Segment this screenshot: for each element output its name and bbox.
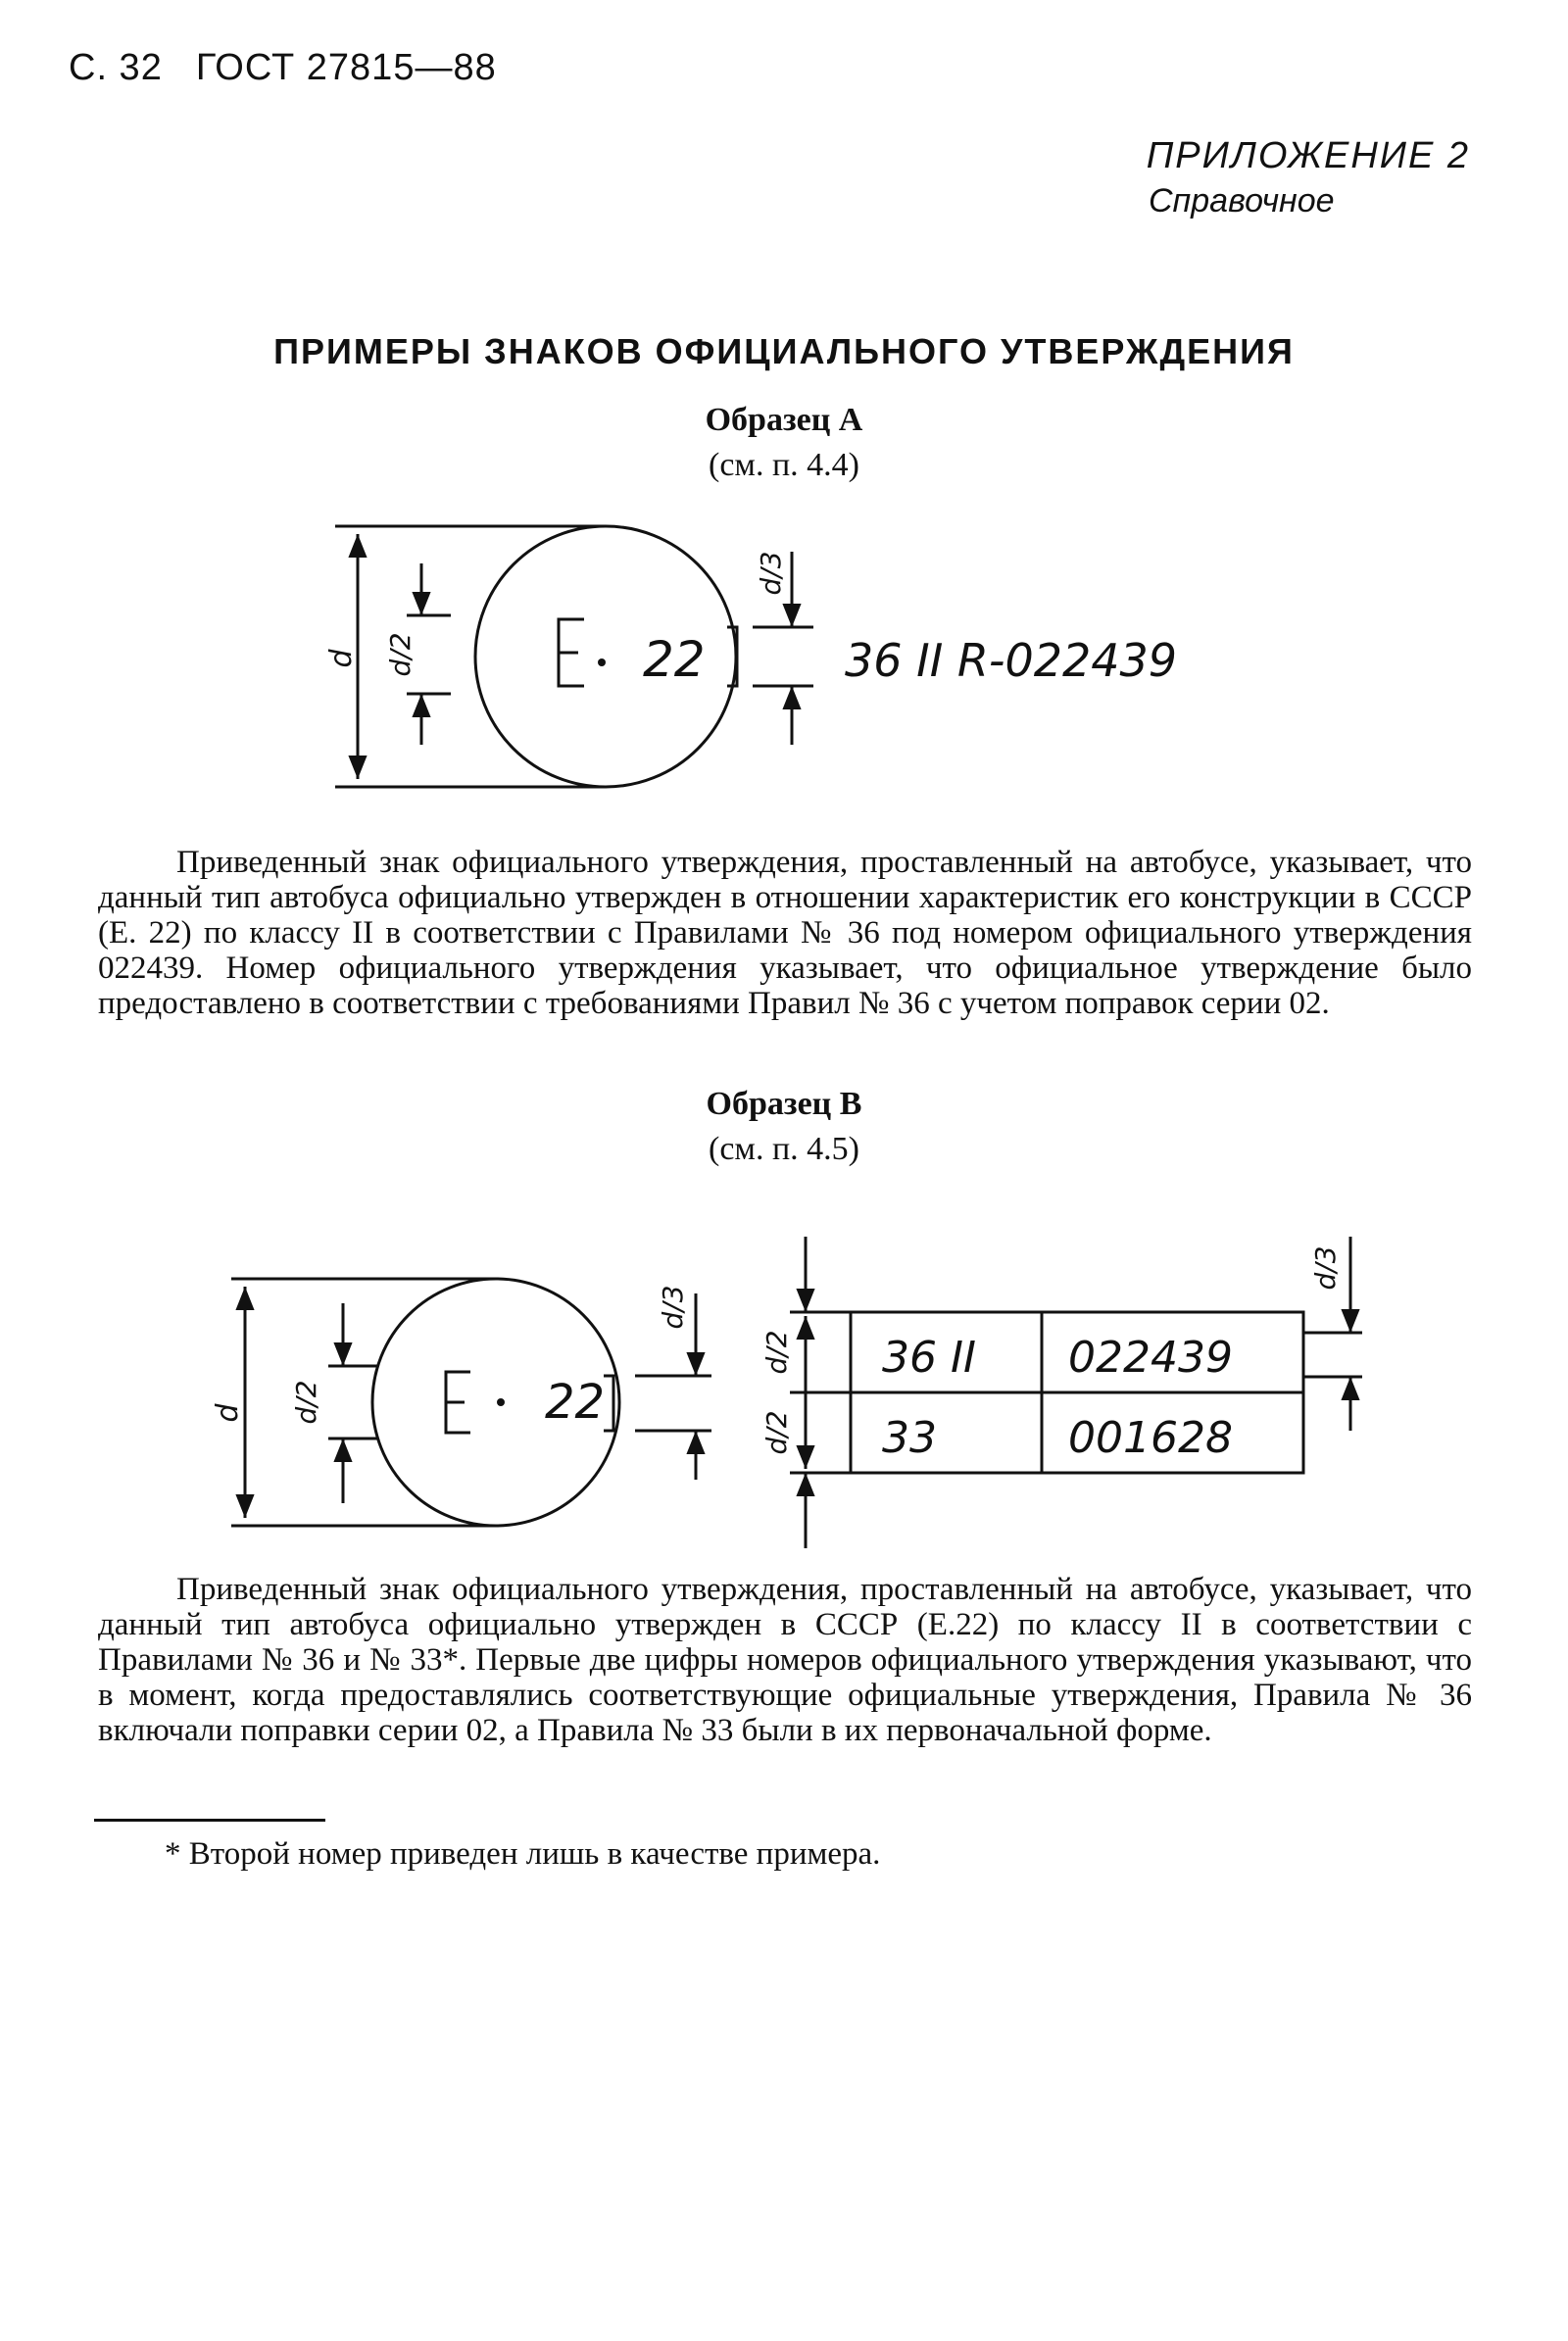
sample-a-ref: (см. п. 4.4) bbox=[709, 447, 859, 483]
figure-b bbox=[231, 1237, 1362, 1548]
figure-b-cell-r2c2: 001628 bbox=[1068, 1413, 1233, 1463]
figure-b-cell-r1c2: 022439 bbox=[1068, 1333, 1233, 1383]
footnote-rule bbox=[94, 1819, 325, 1822]
sample-b-title: Образец В bbox=[706, 1086, 862, 1122]
page-number: С. 32 bbox=[69, 47, 163, 88]
figure-b-country-code: 22 bbox=[545, 1375, 606, 1430]
appendix-kind: Справочное bbox=[1149, 182, 1335, 219]
figure-a-country-code: 22 bbox=[643, 631, 706, 688]
standard-number: ГОСТ 27815—88 bbox=[195, 47, 497, 88]
figure-a-approval-number: 36 II R-022439 bbox=[845, 634, 1178, 687]
sample-b-ref: (см. п. 4.5) bbox=[709, 1131, 859, 1167]
figure-b-cell-r1c1: 36 II bbox=[882, 1333, 976, 1383]
figure-a-e-letter bbox=[559, 619, 584, 686]
figure-b-dot bbox=[497, 1398, 505, 1406]
figure-b-d-label: d bbox=[211, 1403, 245, 1423]
figure-a-d2-label: d/2 bbox=[384, 632, 416, 677]
figure-b-table-d3: d/3 bbox=[1309, 1245, 1342, 1291]
figure-b-e-letter bbox=[446, 1372, 470, 1433]
figure-b-cell-r2c1: 33 bbox=[882, 1413, 937, 1463]
sample-a-paragraph: Приведенный знак официального утверждения, проставленный на автобусе, указывает, что данный тип автобуса официально утвержден в отношении характеристик его конструкции в СССР (Е. 22) по классу II в соответствии с Правилами № 36 под номером официального утверждения 022439. Номер официального утверждения указывает, что официальное утверждение было предоставлено в соответствии с требованиями Правил № 36 с учетом поправок серии 02. bbox=[98, 845, 1472, 1021]
figure-b-d3-label: d/3 bbox=[657, 1285, 689, 1330]
figure-a-d-label: d bbox=[324, 649, 359, 668]
figure-b-d2-label: d/2 bbox=[290, 1380, 322, 1425]
figure-a-dot bbox=[598, 658, 606, 666]
sample-b-paragraph: Приведенный знак официального утверждения, проставленный на автобусе, указывает, что данный тип автобуса официально утвержден в СССР (Е.22) по классу II в соответствии с Правилами № 36 и № 33*. Первые две цифры номеров официального утверждения указывают, что в момент, когда предоставлялись соответствующие официальные утверждения, Правила № 36 включали поправки серии 02, а Правила № 33 были в их первоначальной форме. bbox=[98, 1572, 1472, 1748]
figure-a-d3-label: d/3 bbox=[755, 551, 787, 596]
appendix-label: ПРИЛОЖЕНИЕ 2 bbox=[1146, 135, 1470, 176]
sample-a-title: Образец А bbox=[705, 402, 863, 438]
footnote: * Второй номер приведен лишь в качестве примера. bbox=[165, 1836, 881, 1872]
page-title: ПРИМЕРЫ ЗНАКОВ ОФИЦИАЛЬНОГО УТВЕРЖДЕНИЯ bbox=[273, 331, 1295, 371]
figure-b-table-d2-bottom: d/2 bbox=[760, 1410, 793, 1455]
figure-b-table-d2-top: d/2 bbox=[760, 1330, 793, 1375]
